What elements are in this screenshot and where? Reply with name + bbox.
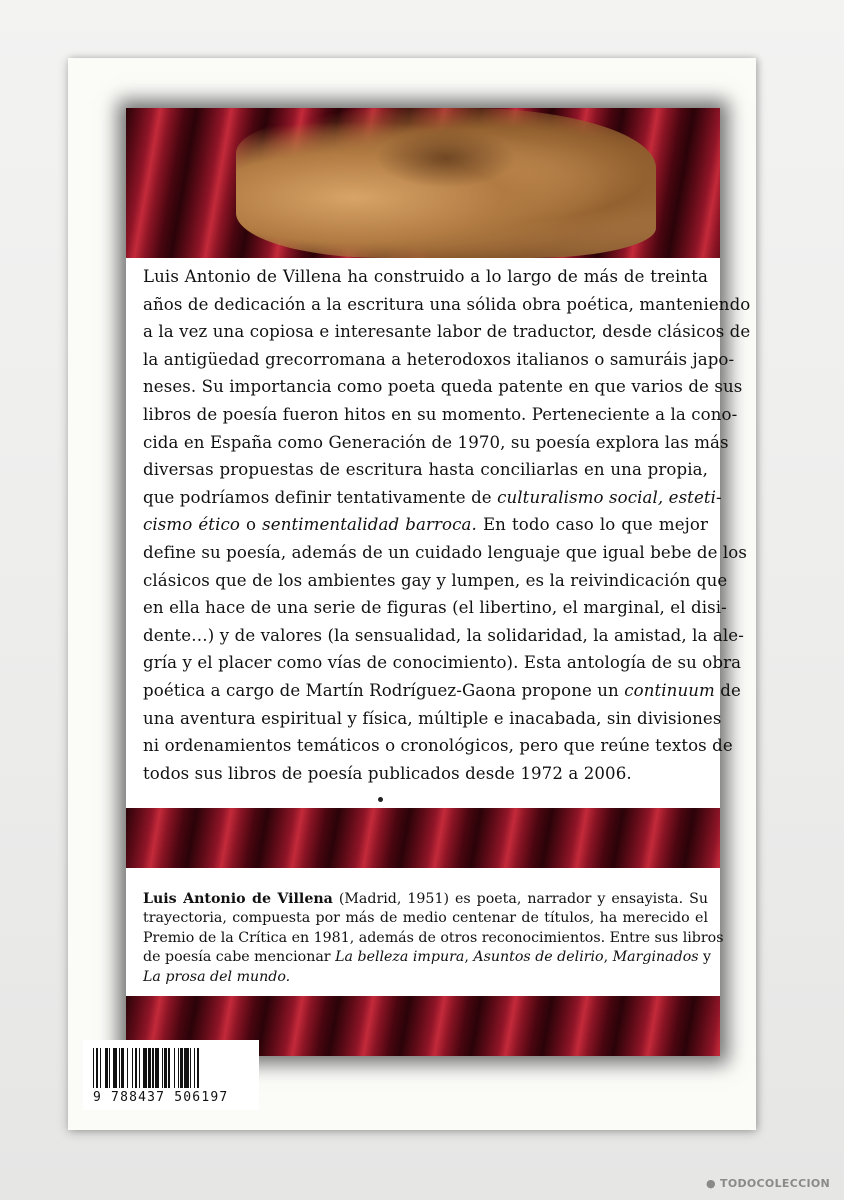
blurb-text-run: En todo caso lo que mejor	[476, 515, 708, 535]
blurb-line	[143, 484, 722, 512]
bio-line	[143, 948, 712, 967]
author-bio-text	[143, 890, 724, 987]
book-title: La prosa del mundo.	[143, 968, 291, 985]
blurb-italic-term: culturalismo social, esteti-	[497, 487, 722, 507]
bio-line	[143, 968, 708, 987]
bio-text-run: (Madrid, 1951) es poeta, narrador y ensayista. Su	[332, 891, 708, 907]
blurb-line: ni ordenamientos temáticos o cronológicos, pero que reúne textos de	[143, 736, 733, 756]
book-back-cover	[68, 58, 756, 1130]
blurb-line: años de dedicación a la escritura una sólida obra poética, manteniendo	[143, 294, 751, 314]
blurb-line: diversas propuestas de escritura hasta conciliarlas en una propia,	[143, 460, 708, 480]
bio-text-run: y	[698, 949, 712, 966]
blurb-line: una aventura espiritual y física, múltiple e inacabada, sin divisiones	[143, 708, 722, 728]
book-title: La belleza impura	[335, 949, 465, 966]
blurb-text-run: que podríamos definir tentativamente de	[143, 487, 498, 507]
bio-text-run: ,	[464, 949, 474, 966]
bio-line	[143, 890, 708, 909]
watermark-text: ● TODOCOLECCION	[705, 1177, 830, 1190]
blurb-line: define su poesía, además de un cuidado lenguaje que igual bebe de los	[143, 542, 747, 562]
blurb-line	[143, 677, 741, 705]
blurb-line: Luis Antonio de Villena ha construido a lo largo de más de treinta	[143, 267, 708, 286]
bio-text-run: de poesía cabe mencionar	[143, 949, 336, 966]
barcode-bar	[197, 1048, 200, 1088]
bio-line: Premio de la Crítica en 1981, además de otros reconocimientos. Entre sus libros	[143, 929, 724, 946]
blurb-text-run: poética a cargo de Martín Rodríguez-Gaona propone un	[143, 680, 625, 700]
red-curtain-middle	[126, 808, 720, 868]
blurb-line	[143, 511, 708, 539]
blurb-line: libros de poesía fueron hitos en su momento. Perteneciente a la cono-	[143, 404, 738, 424]
blurb-italic-term: sentimentalidad barroca.	[262, 515, 477, 535]
book-title: Marginados	[612, 949, 699, 966]
blurb-text	[143, 263, 751, 787]
bio-line: trayectoria, compuesta por más de medio centenar de títulos, ha merecido el	[143, 910, 708, 927]
sculpture-shadow	[376, 128, 516, 188]
barcode-bars	[93, 1048, 249, 1088]
blurb-line: cida en España como Generación de 1970, su poesía explora las más	[143, 432, 729, 452]
blurb-line: neses. Su importancia como poeta queda patente en que varios de sus	[143, 377, 743, 397]
blurb-line: gría y el placer como vías de conocimiento). Esta antología de su obra	[143, 653, 742, 673]
author-name: Luis Antonio de Villena	[143, 891, 333, 907]
blurb-italic-term: continuum	[624, 680, 715, 700]
blurb-line: clásicos que de los ambientes gay y lumpen, es la reivindicación que	[143, 570, 728, 590]
bio-text-run: ,	[603, 949, 613, 966]
blurb-line: la antigüedad grecorromana a heterodoxos italianos o samuráis japo-	[143, 349, 735, 369]
blurb-line: dente…) y de valores (la sensualidad, la solidaridad, la amistad, la ale-	[143, 625, 744, 645]
cover-panel	[126, 108, 751, 1056]
blurb-italic-term: cismo ético	[143, 515, 240, 535]
blurb-line: en ella hace de una serie de figuras (el libertino, el marginal, el disi-	[143, 598, 727, 618]
ornament-dot	[378, 797, 383, 802]
barcode-number: 9 788437 506197	[93, 1090, 229, 1105]
book-title: Asuntos de delirio	[473, 949, 604, 966]
blurb-line: a la vez una copiosa e interesante labor de traductor, desde clásicos de	[143, 322, 751, 342]
isbn-barcode	[83, 1040, 259, 1110]
blurb-text-run: de	[714, 680, 741, 700]
blurb-box	[126, 258, 751, 808]
author-bio-box	[126, 868, 724, 996]
blurb-text-run: o	[239, 515, 263, 535]
blurb-line: todos sus libros de poesía publicados desde 1972 a 2006.	[143, 763, 632, 783]
